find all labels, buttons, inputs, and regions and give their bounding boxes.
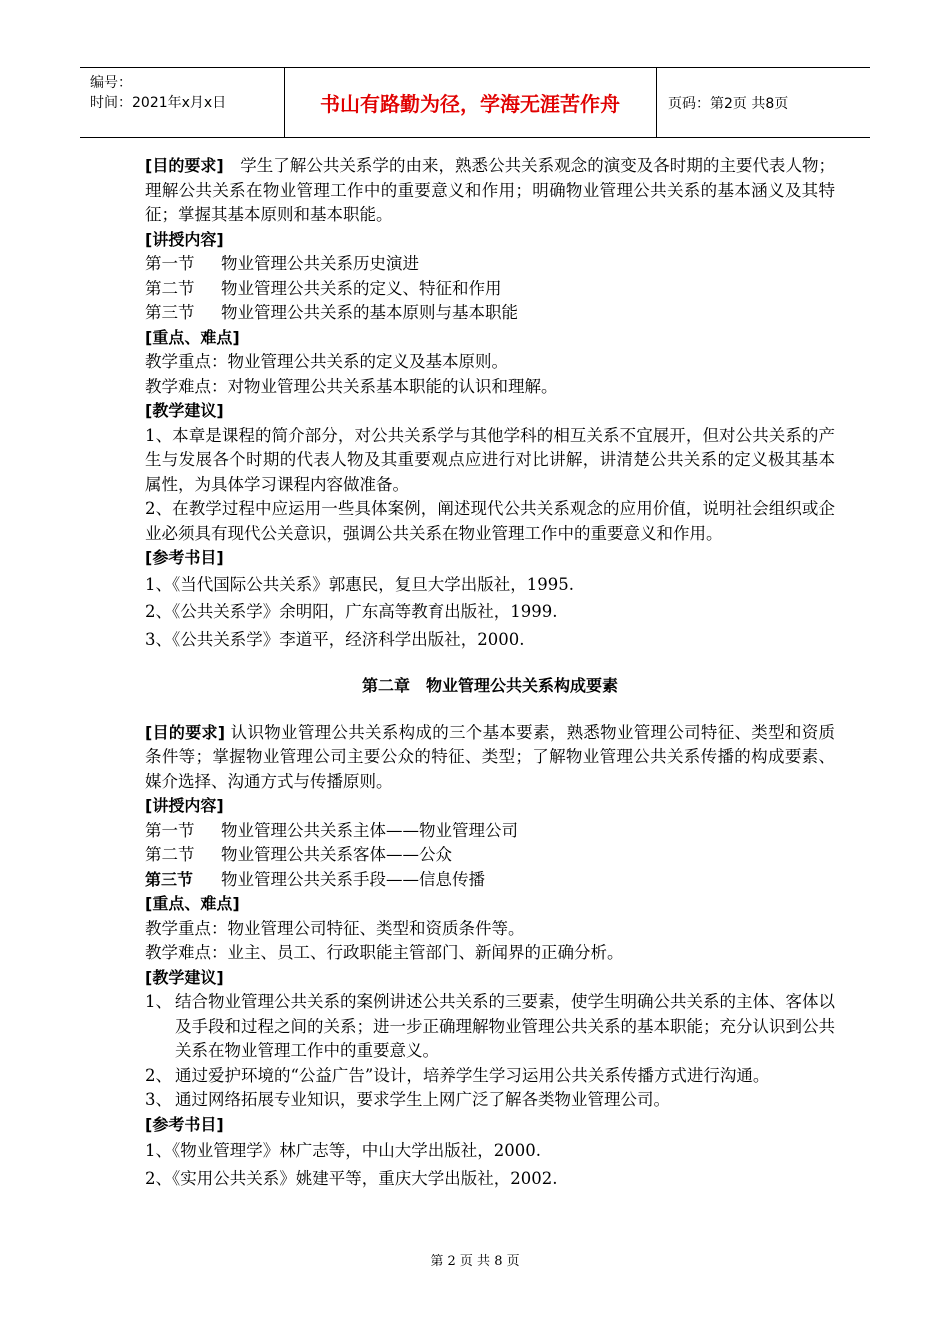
- advice-heading: [教学建议]: [145, 967, 224, 987]
- section-item: 第三节 物业管理公共关系手段——信息传播: [145, 869, 485, 889]
- goal-label: [目的要求]: [145, 156, 224, 175]
- book-item: 3、《公共关系学》李道平，经济科学出版社，2000.: [145, 629, 525, 649]
- section-item: 第三节 物业管理公共关系的基本原则与基本职能: [145, 303, 518, 322]
- section-item: 第二节 物业管理公共关系的定义、特征和作用: [145, 278, 502, 298]
- goal-paragraph: [145, 721, 835, 795]
- advice-item: 1、本章是课程的简介部分，对公共关系学与其他学科的相互关系不宜展开，但对公共关系的产生与发展各个时期的代表人物及其重要观点应进行对比讲解，讲清楚公共关系的定义极其基本属性，为具体学习课程内容做准备。: [145, 425, 835, 494]
- doc-time: 时间：2021年x月x日: [90, 95, 227, 111]
- advice-heading: [教学建议]: [145, 401, 224, 420]
- key-point: 教学重点：物业管理公共关系的定义及基本原则。: [145, 352, 508, 371]
- document-body: [145, 154, 835, 1194]
- key-heading: [重点、难点]: [145, 327, 240, 347]
- difficult-point: 教学难点：业主、员工、行政职能主管部门、新闻界的正确分析。: [145, 943, 624, 962]
- advice-item: 2、在教学过程中应运用一些具体案例，阐述现代公共关系观念的应用价值，说明社会组织或企业必须具有现代公关意识，强调公共关系在物业管理工作中的重要意义和作用。: [145, 499, 835, 543]
- book-item: 1、《物业管理学》林广志等，中山大学出版社，2000.: [145, 1141, 541, 1160]
- goal-text: 学生了解公共关系学的由来，熟悉公共关系观念的演变及各时期的主要代表人物；理解公共关系在物业管理工作中的重要意义和作用；明确物业管理公共关系的基本涵义及其特征；掌握其基本原则和基本职能。: [145, 156, 835, 224]
- section-item: 第一节 物业管理公共关系历史演进: [145, 254, 419, 273]
- books-heading: [参考书目]: [145, 548, 224, 567]
- books-heading: [参考书目]: [145, 1114, 224, 1134]
- section-item: 第二节 物业管理公共关系客体——公众: [145, 845, 452, 864]
- goal-paragraph: [145, 154, 835, 228]
- goal-label: [目的要求]: [145, 722, 226, 742]
- difficult-point: 教学难点：对物业管理公共关系基本职能的认识和理解。: [145, 376, 558, 396]
- advice-item: 3、 通过网络拓展专业知识，要求学生上网广泛了解各类物业管理公司。: [145, 1090, 670, 1109]
- goal-text: 认识物业管理公共关系构成的三个基本要素，熟悉物业管理公司特征、类型和资质条件等；掌握物业管理公司主要公众的特征、类型；了解物业管理公共关系传播的构成要素、媒介选择、沟通方式与传播原则。: [145, 722, 835, 791]
- advice-item: 2、 通过爱护环境的“公益广告”设计，培养学生学习运用公共关系传播方式进行沟通。: [145, 1065, 770, 1085]
- content-heading: [讲授内容]: [145, 796, 224, 815]
- content-heading: [讲授内容]: [145, 229, 224, 249]
- page-footer: 第 2 页 共 8 页: [430, 1254, 520, 1269]
- header-meta: [80, 68, 284, 137]
- header-divider: [656, 68, 657, 137]
- book-item: 1、《当代国际公共关系》郭惠民，复旦大学出版社，1995.: [145, 574, 574, 594]
- book-item: 2、《公共关系学》余明阳，广东高等教育出版社，1999.: [145, 602, 558, 621]
- doc-number: 编号：: [90, 75, 132, 91]
- book-item: 2、《实用公共关系》姚建平等，重庆大学出版社，2002.: [145, 1168, 558, 1188]
- header-motto: 书山有路勤为径，学海无涯苦作舟: [320, 92, 620, 116]
- advice-item: 1、 结合物业管理公共关系的案例讲述公共关系的三要素，使学生明确公共关系的主体、客体以及手段和过程之间的关系；进一步正确理解物业管理公共关系的基本职能；充分认识到公共关系在物业管理工作中的重要意义。: [145, 992, 835, 1060]
- section-item: 第一节 物业管理公共关系主体——物业管理公司: [145, 820, 518, 840]
- page-header: [80, 67, 870, 138]
- chapter-title: 第二章 物业管理公共关系构成要素: [361, 676, 618, 695]
- key-point: 教学重点：物业管理公司特征、类型和资质条件等。: [145, 918, 525, 938]
- key-heading: [重点、难点]: [145, 894, 240, 913]
- header-page-info: 页码：第2页 共8页: [668, 95, 789, 112]
